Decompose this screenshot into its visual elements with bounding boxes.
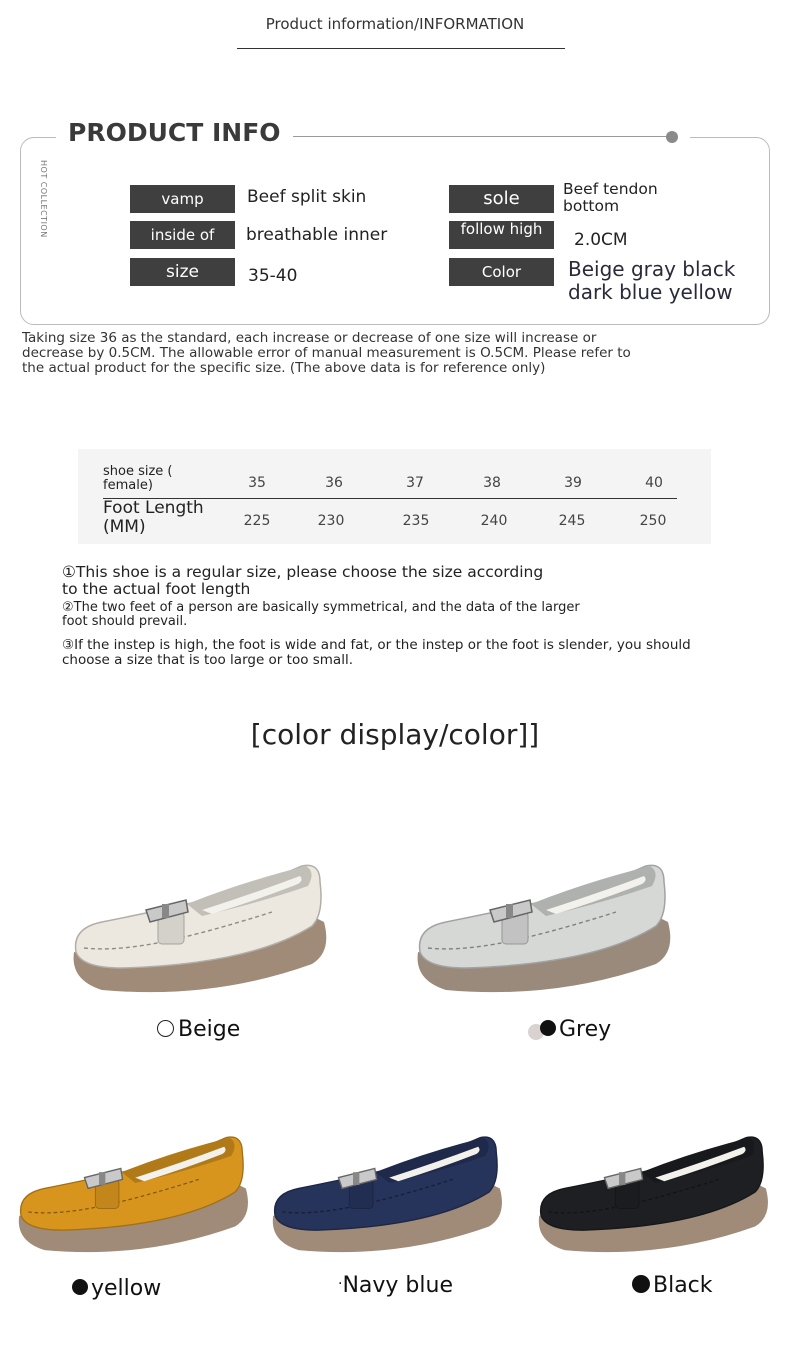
size-table-row-label: Foot Length (MM)	[103, 498, 204, 537]
grey-shoe-image	[406, 852, 681, 1002]
shoe-buckle-bar	[619, 1172, 625, 1185]
size-cell: 35	[248, 475, 266, 491]
size-cell: 36	[325, 475, 343, 491]
page-header-title: Product information/INFORMATION	[265, 15, 525, 33]
caption-grey-text: Grey	[559, 1017, 612, 1042]
product-info-title: PRODUCT INFO	[56, 118, 293, 147]
spec-value-vamp: Beef split skin	[247, 187, 367, 207]
tip-1: ①This shoe is a regular size, please choose the size according to the actual foot length	[62, 563, 544, 598]
hollow-dot-icon	[157, 1020, 174, 1037]
frame-decor-dot	[666, 131, 678, 143]
shoe-buckle-bar	[162, 904, 169, 918]
spec-label-vamp: vamp	[130, 185, 235, 213]
caption-navy-text: Navy blue	[342, 1273, 453, 1298]
caption-grey	[528, 1017, 611, 1042]
spec-label-size: size	[130, 258, 235, 286]
filled-dot-icon	[72, 1279, 88, 1295]
caption-black	[632, 1273, 713, 1298]
tip-3: ③If the instep is high, the foot is wide and fat, or the instep or the foot is slender, you should choose a size that is too large or too small.	[62, 637, 691, 668]
size-cell: 37	[406, 475, 424, 491]
filled-dot-icon	[540, 1020, 556, 1036]
length-cell: 235	[402, 513, 430, 529]
tip-2: ②The two feet of a person are basically symmetrical, and the data of the larger foot should prevail.	[62, 600, 580, 629]
yellow-shoe-image	[8, 1125, 258, 1261]
shoe-buckle-bar	[99, 1172, 105, 1185]
color-display-title: [color display/color]]	[250, 718, 540, 751]
size-table-header-label: shoe size ( female)	[103, 464, 173, 493]
caption-black-text: Black	[653, 1273, 713, 1298]
spec-value-color: Beige gray black dark blue yellow	[568, 257, 736, 304]
size-cell: 39	[564, 475, 582, 491]
caption-beige-text: Beige	[178, 1017, 241, 1042]
hot-collection-side-text: HOT COLLECTION	[39, 160, 48, 238]
spec-value-inside: breathable inner	[246, 225, 388, 245]
beige-shoe-image	[62, 852, 337, 1002]
length-cell: 240	[480, 513, 508, 529]
caption-yellow	[72, 1276, 161, 1301]
spec-label-inside: inside of	[130, 221, 235, 249]
filled-dot-icon	[632, 1275, 650, 1293]
size-cell: 40	[645, 475, 663, 491]
spec-value-size: 35-40	[248, 266, 298, 286]
length-cell: 250	[639, 513, 667, 529]
spec-label-color: Color	[449, 258, 554, 286]
frame-decor-rule	[284, 136, 672, 137]
size-cell: 38	[483, 475, 501, 491]
size-note: Taking size 36 as the standard, each increase or decrease of one size will increase or decrease by 0.5CM. The allowable error of manual measurement is O.5CM. Please refer to the actual product for the specific size. (The above data is for reference only)	[22, 330, 631, 376]
navy-shoe-image	[262, 1125, 512, 1261]
shoe-buckle-bar	[353, 1172, 359, 1185]
header-underline	[237, 48, 565, 49]
shoe-buckle-bar	[506, 904, 513, 918]
spec-label-sole: sole	[449, 185, 554, 213]
length-cell: 225	[243, 513, 271, 529]
caption-beige	[157, 1017, 240, 1042]
frame-top-mask	[270, 132, 690, 142]
spec-value-follow-high: 2.0CM	[574, 230, 628, 250]
length-cell: 230	[317, 513, 345, 529]
caption-yellow-text: yellow	[91, 1276, 162, 1301]
spec-value-sole: Beef tendon bottom	[563, 180, 658, 215]
spec-label-follow-high: follow high	[449, 221, 554, 249]
length-cell: 245	[558, 513, 586, 529]
caption-navy	[338, 1273, 453, 1298]
black-shoe-image	[528, 1125, 778, 1261]
bullet-dot-icon: ·	[338, 1276, 343, 1292]
